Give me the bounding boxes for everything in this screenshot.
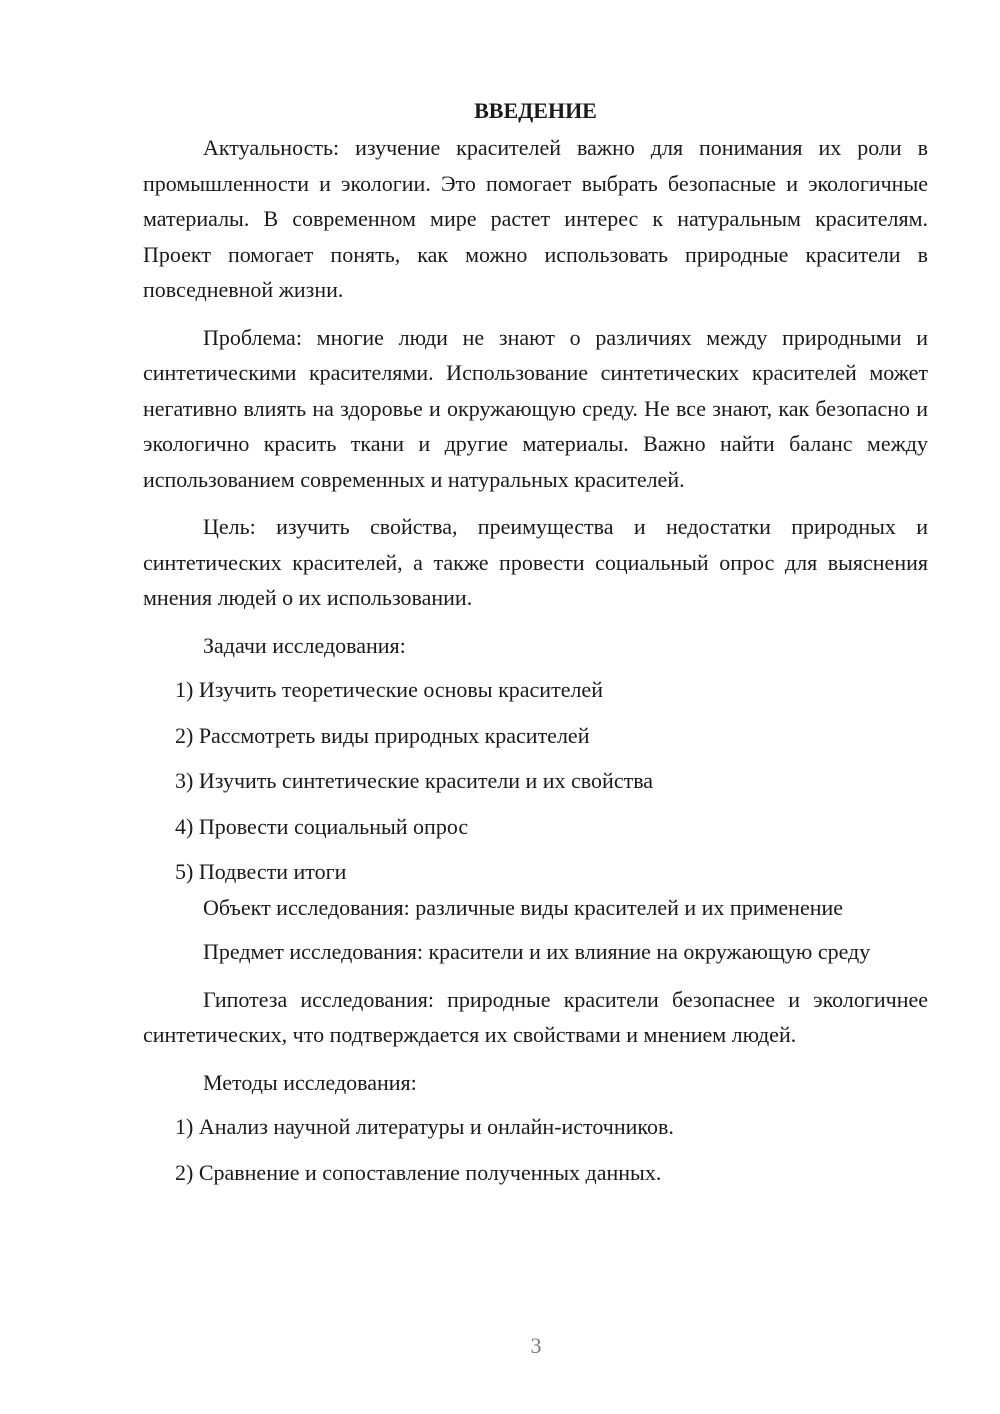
subject-paragraph: Предмет исследования: красители и их влияние на окружающую среду — [203, 939, 871, 964]
task-item: 2) Рассмотреть виды природных красителей — [175, 722, 590, 748]
method-item: 2) Сравнение и сопоставление полученных данных. — [175, 1159, 662, 1185]
page-content — [143, 93, 928, 1200]
task-item: 1) Изучить теоретические основы красителей — [175, 677, 603, 702]
tasks-heading: Задачи исследования: — [203, 632, 406, 658]
method-item: 1) Анализ научной литературы и онлайн-источников. — [175, 1114, 674, 1139]
methods-heading: Методы исследования: — [203, 1069, 417, 1095]
task-item: 3) Изучить синтетические красители и их свойства — [175, 768, 654, 793]
page-number: 3 — [530, 1333, 542, 1358]
goal-paragraph: Цель: изучить свойства, преимущества и недостатки природных и синтетических красителей, а также провести социальный опрос для выяснения мнения людей о их использовании. — [143, 514, 928, 610]
object-paragraph: Объект исследования: различные виды красителей и их применение — [203, 894, 844, 920]
hypothesis-paragraph: Гипотеза исследования: природные красители безопаснее и экологичнее синтетических, что подтверждается их свойствами и мнением людей. — [143, 986, 928, 1047]
relevance-paragraph: Актуальность: изучение красителей важно для понимания их роли в промышленности и экологии. Это помогает выбрать безопасные и экологичные материалы. В современном мире растет интерес к натуральным красителям. Проект помогает понять, как можно использовать природные красители в повседневной жизни. — [143, 135, 928, 302]
task-item: 4) Провести социальный опрос — [175, 813, 469, 839]
page-title: ВВЕДЕНИЕ — [474, 98, 597, 123]
problem-paragraph: Проблема: многие люди не знают о различиях между природными и синтетическими красителями. Использование синтетических красителей может негативно влиять на здоровье и окружающую среду. Не все знают, как безопасно и экологично красить ткани и другие материалы. Важно найти баланс между использованием современных и натуральных красителей. — [143, 324, 928, 492]
task-item: 5) Подвести итоги — [175, 859, 347, 884]
